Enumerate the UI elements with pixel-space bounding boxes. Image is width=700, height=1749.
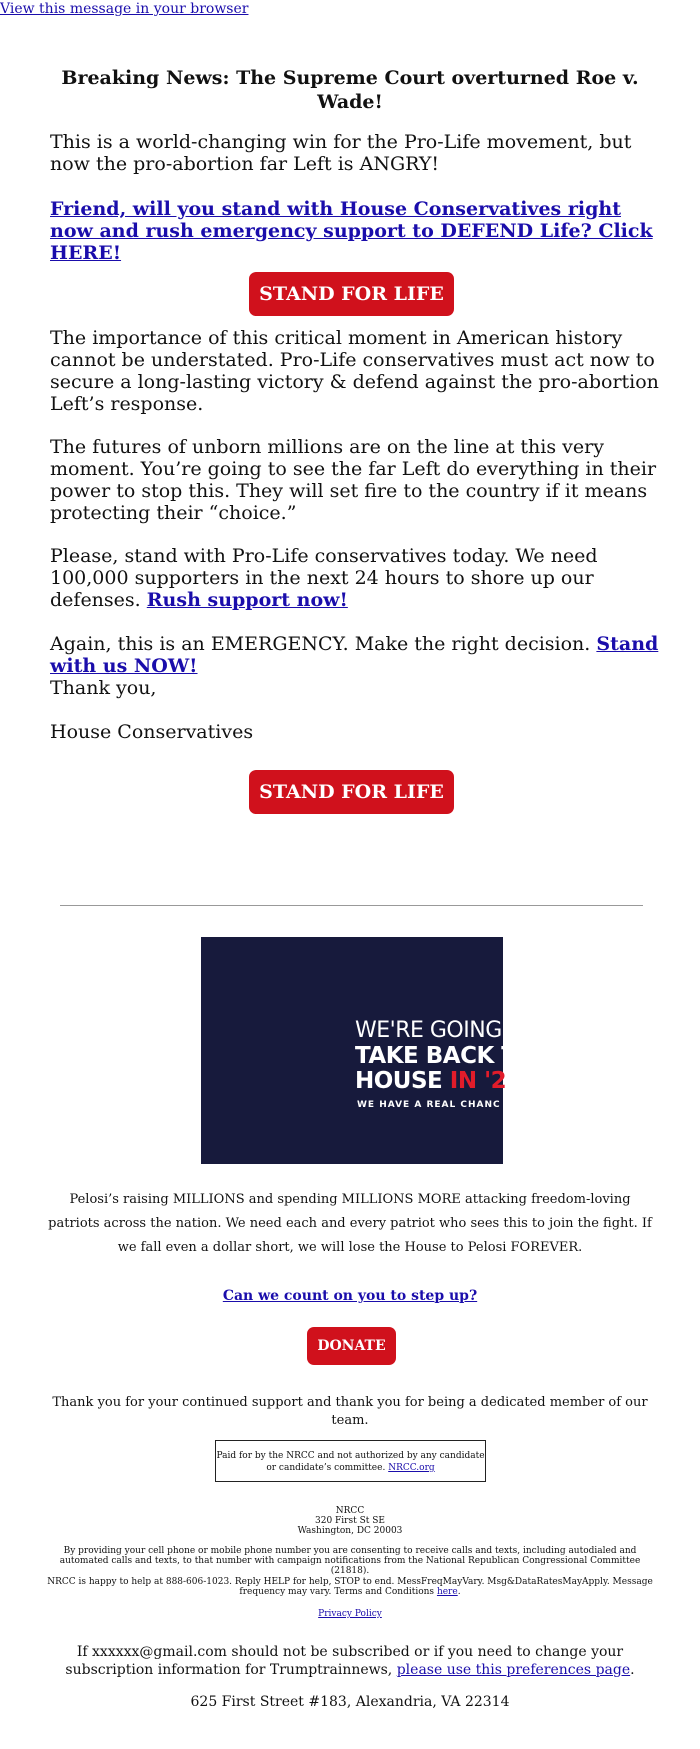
banner-line-1: WE'RE GOING T [355,1018,522,1043]
thanks-text: Thank you for your continued support and thank you for being a dedicated member of our team. [52,1395,648,1428]
sms-consent-text: By providing your cell phone or mobile phone number you are consenting to receive calls and texts, including autodialed and automated calls and texts, to that number with campaign notifications from the National Republican Congressional Committee (21818). [59,1546,641,1576]
address-city: Washington, DC 20003 [297,1526,403,1536]
please-paragraph [50,545,660,611]
rush-support-link[interactable]: Rush support now! [146,589,348,611]
preferences-page-link[interactable]: please use this preferences page [396,1662,631,1678]
address-street: 320 First St SE [315,1516,385,1526]
futures-paragraph: The futures of unborn millions are on the line at this very moment. You’re going to see the far Left do everything in their power to stop this. They will set fire to the country if it means protecting their “choice.” [50,436,657,524]
stand-for-life-button-bottom[interactable]: STAND FOR LIFE [249,770,454,814]
mailing-address [45,1506,655,1536]
unsubscribe-text-block: If xxxxxx@gmail.com should not be subscribed or if you need to change your subscription information for Trumptrainnews, please use this preferences page. [65,1644,635,1678]
intro-paragraph: This is a world-changing win for the Pro-Life movement, but now the pro-abortion far Left is ANGRY! [50,131,632,175]
count-on-you-link[interactable]: Can we count on you to step up? [222,1288,478,1304]
thank-you-text: Thank you, [50,677,157,699]
donate-button[interactable]: DONATE [307,1327,396,1365]
please-text: Please, stand with Pro-Life conservatives today. We need 100,000 supporters in the next 24 hours to shore up our defenses. [50,545,598,611]
nrcc-link[interactable]: NRCC.org [388,1463,435,1473]
importance-paragraph: The importance of this critical moment in American history cannot be understated. Pro-Life conservatives must act now to secure a long-lasting victory & defend against the pro-abortion Left’s response. [50,327,659,415]
again-paragraph [50,633,660,677]
terms-here-link[interactable]: here [436,1587,458,1597]
footer-address: 625 First Street #183, Alexandria, VA 22314 [190,1694,510,1710]
address-org: NRCC [335,1506,365,1516]
defend-life-cta-link[interactable]: Friend, will you stand with House Conservatives right now and rush emergency support to DEFEND Life? Click HERE! [50,198,653,264]
help-text-block: NRCC is happy to help at 888-606-1023. Reply HELP for help, STOP to end. MessFreqMayVary. Msg&DataRatesMayApply. Message frequency may vary. Terms and Conditions here. [47,1577,653,1597]
again-text: Again, this is an EMERGENCY. Make the right decision. [50,633,591,655]
paid-for-disclaimer [215,1440,486,1482]
banner-line-3 [355,1068,506,1094]
take-back-house-banner[interactable] [201,937,536,1164]
divider [60,905,643,906]
paid-for-text: Paid for by the NRCC and not authorized by any candidate or candidate’s committee. [216,1451,485,1473]
banner-house-text: HOUSE [355,1068,443,1094]
banner-year-text: IN '2 [442,1068,507,1094]
view-in-browser-link[interactable]: View this message in your browser [0,1,249,17]
privacy-policy-link[interactable]: Privacy Policy [318,1609,382,1619]
signature: House Conservatives [50,721,254,743]
stand-for-life-button-top[interactable]: STAND FOR LIFE [249,272,454,316]
pelosi-paragraph: Pelosi’s raising MILLIONS and spending MILLIONS MORE attacking freedom-loving patriots across the nation. We need each and every patriot who sees this to join the fight. If we fall even a dollar short, we will lose the House to Pelosi FOREVER. [48,1192,652,1255]
unsubscribe-text: If xxxxxx@gmail.com should not be subscribed or if you need to change your subscription information for Trumptrainnews, [65,1644,624,1678]
headline: Breaking News: The Supreme Court overturned Roe v. Wade! [61,67,639,113]
banner-line-2: TAKE BACK TH [355,1043,536,1069]
help-text: NRCC is happy to help at 888-606-1023. Reply HELP for help, STOP to end. MessFreqMayVary. Msg&DataRatesMayApply. Message frequency may vary. Terms and Conditions [47,1577,653,1597]
stand-with-us-link[interactable]: Stand with us NOW! [50,633,659,677]
banner-line-4: WE HAVE A REAL CHANC [357,1100,501,1110]
